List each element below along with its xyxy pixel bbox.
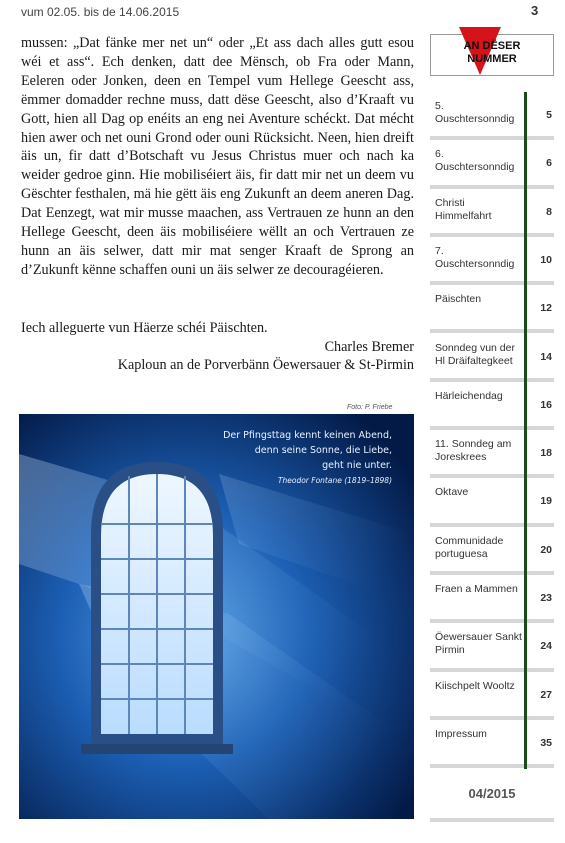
toc-item-label: Päischten bbox=[435, 293, 482, 306]
toc-item-label: Öewersauer Sankt Pirmin bbox=[435, 631, 522, 657]
toc-item-page: 16 bbox=[540, 398, 552, 411]
toc-item bbox=[430, 334, 554, 382]
pentecost-quote bbox=[223, 428, 392, 488]
toc-item-page: 6 bbox=[546, 157, 552, 170]
toc-item-label: 5. Ouschtersonndig bbox=[435, 100, 515, 125]
church-window-photo bbox=[19, 414, 414, 819]
toc-item-label: Communidade portuguesa bbox=[435, 534, 504, 560]
toc-item-page: 10 bbox=[540, 253, 552, 266]
toc-item bbox=[430, 92, 554, 140]
toc-item-page: 35 bbox=[540, 736, 552, 749]
divider bbox=[430, 818, 554, 822]
photo-credit: Foto: P. Friebe bbox=[347, 404, 393, 411]
toc-item-page: 27 bbox=[540, 688, 552, 701]
toc-title bbox=[431, 40, 553, 66]
toc-item-page: 8 bbox=[546, 205, 552, 218]
issue-number: 04/2015 bbox=[468, 786, 516, 801]
toc-item bbox=[430, 478, 554, 526]
quote-line: geht nie unter. bbox=[322, 460, 392, 471]
greeting: Iech alleguerte vun Häerze schéi Päischten. bbox=[21, 320, 268, 336]
toc-item-page: 5 bbox=[546, 109, 552, 121]
toc-item bbox=[430, 430, 554, 478]
toc-item-label: 6. Ouschtersonndig bbox=[435, 148, 515, 174]
toc-item-label: Kiischpelt Wooltz bbox=[435, 679, 515, 692]
toc-item-page: 24 bbox=[540, 640, 552, 653]
toc-header bbox=[430, 34, 554, 76]
toc-item bbox=[430, 285, 554, 333]
toc-vertical-rule bbox=[524, 92, 527, 769]
toc-item-label: Härleichendag bbox=[435, 389, 503, 402]
toc-item-label: Impressum bbox=[435, 727, 487, 740]
article-paragraph: mussen: „Dat fänke mer net un“ oder „Et ass dach alles gutt esou wéi et ass“. Ech denken, datt dee Mënsch, ob Fra oder Mann, Eeleren oder Jonken, deen en Tempel vum Hellege Geescht ass, ëmmer domadder rechne muss, datt dëse Geescht, also d’Kraaft vu Gott, hien all Dag op enéits an eng nei Aventure schéckt. Dat mécht hien awer och net ouni Grond oder ouni Rücksicht. Neen, hien dreift äis un, fir datt d’Botschaft vu Jesus Christus muer och nach ka weider gedroe ginn. Hie mobiliséiert äis, fir datt mir net un deem vu Gëschter festhalen, mä hie gëtt äis eng Zukunft an deem aneren Dag. Dat Eenzegt, wat mir musse maachen, ass Vertrauen ze hunn an den Hellege Geescht, deen äis mobiliséiere wëllt an och Vertrauen ze hunn an äis selwer, datt mir mat senger Kraaft de Sprong an d’Zukunft kënne schaffen ouni un äis selwer ze decouragéieren. bbox=[21, 35, 414, 278]
toc-item-label: Fraen a Mammen bbox=[435, 583, 518, 595]
toc-item bbox=[430, 382, 554, 430]
toc-divider bbox=[430, 764, 554, 768]
article-body bbox=[21, 34, 414, 280]
toc-item bbox=[430, 140, 554, 188]
toc-item-page: 19 bbox=[540, 495, 552, 508]
date-range: vum 02.05. bis de 14.06.2015 bbox=[21, 5, 180, 19]
toc-item-label: 11. Sonndeg am Joreskrees bbox=[435, 438, 512, 464]
toc-item bbox=[430, 527, 554, 575]
toc-item-label: Oktave bbox=[435, 486, 469, 499]
toc-item-label: Christi Himmelfahrt bbox=[435, 196, 492, 222]
toc-item-label: Sonndeg vun der Hl Dräifaltegkeet bbox=[435, 341, 515, 367]
toc-item bbox=[430, 720, 554, 768]
signature-name: Charles Bremer bbox=[324, 339, 414, 355]
quote-line: Der Pfingsttag kennt keinen Abend, bbox=[223, 430, 392, 441]
toc-title-line: NUMMER bbox=[467, 53, 517, 65]
toc-item-page: 18 bbox=[540, 447, 552, 460]
toc-item bbox=[430, 575, 554, 623]
toc-item-page: 23 bbox=[540, 592, 552, 604]
toc-item-page: 14 bbox=[540, 350, 552, 363]
toc-item bbox=[430, 623, 554, 671]
toc-item bbox=[430, 189, 554, 237]
toc-item bbox=[430, 672, 554, 720]
toc-title-line: AN DËSER bbox=[463, 40, 521, 52]
toc-item-page: 12 bbox=[540, 302, 552, 315]
quote-line: denn seine Sonne, die Liebe, bbox=[254, 445, 392, 456]
toc-item-label: 7. Ouschtersonndig bbox=[435, 244, 515, 270]
toc-item-page: 20 bbox=[540, 543, 552, 556]
quote-author: Theodor Fontane (1819–1898) bbox=[277, 476, 392, 485]
toc-item bbox=[430, 237, 554, 285]
signature-title: Kaploun an de Porverbänn Öewersauer & St-Pirmin bbox=[117, 357, 414, 373]
page-number: 3 bbox=[531, 3, 539, 18]
